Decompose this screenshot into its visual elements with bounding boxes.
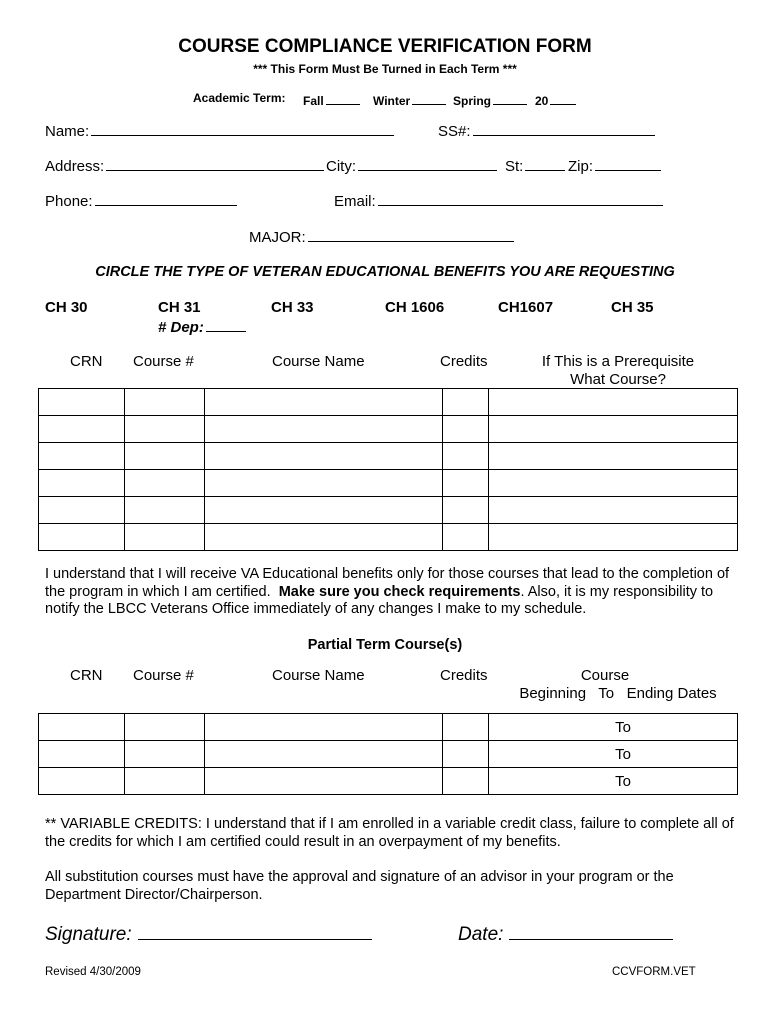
benefit-ch31[interactable]: CH 31 [158, 299, 201, 316]
course-num-cell[interactable] [125, 714, 205, 741]
city-field[interactable] [326, 157, 497, 175]
signature-label: Signature: [45, 924, 132, 945]
partial-row [39, 768, 738, 795]
course-row [39, 416, 738, 443]
course-table [38, 388, 738, 551]
term-year-label: 20 [535, 94, 549, 108]
phone-label: Phone: [45, 193, 93, 210]
partial-col-header-crn: CRN [70, 667, 103, 684]
crn-cell[interactable] [39, 524, 125, 551]
term-winter-label: Winter [373, 94, 411, 108]
state-field[interactable] [505, 157, 565, 175]
benefit-ch30[interactable]: CH 30 [45, 299, 88, 316]
form-subtitle: *** This Form Must Be Turned in Each Term *** [253, 62, 517, 76]
understand-text-1: I understand that I will receive VA Educational benefits only for those courses that lead to the completion of the program in which I am certified. [45, 566, 730, 600]
zip-field[interactable] [568, 157, 661, 175]
zip-label: Zip: [568, 158, 594, 175]
email-input-line[interactable] [378, 192, 663, 206]
course-name-cell[interactable] [205, 714, 443, 741]
col-header-crn: CRN [70, 353, 103, 370]
partial-term-heading: Partial Term Course(s) [307, 637, 463, 653]
course-name-cell[interactable] [205, 389, 443, 416]
course-num-cell[interactable] [125, 389, 205, 416]
crn-cell[interactable] [39, 416, 125, 443]
prereq-cell[interactable] [489, 443, 738, 470]
course-name-cell[interactable] [205, 524, 443, 551]
major-input-line[interactable] [308, 228, 514, 242]
credits-cell[interactable] [443, 389, 489, 416]
city-input-line[interactable] [358, 157, 497, 171]
term-spring-blank[interactable] [493, 91, 527, 105]
partial-col-header-dates-line1: Course [580, 667, 630, 684]
address-input-line[interactable] [106, 157, 324, 171]
state-label: St: [505, 158, 524, 175]
benefit-ch33[interactable]: CH 33 [271, 299, 314, 316]
col-header-course-num: Course # [133, 353, 194, 370]
course-num-cell[interactable] [125, 524, 205, 551]
dates-cell[interactable] [489, 741, 738, 768]
date-field[interactable] [458, 922, 673, 946]
term-fall-label: Fall [303, 94, 324, 108]
footer-form-code: CCVFORM.VET [612, 966, 696, 978]
dependents-field[interactable] [158, 318, 246, 336]
prereq-cell[interactable] [489, 497, 738, 524]
term-fall[interactable] [303, 91, 360, 108]
prereq-cell[interactable] [489, 389, 738, 416]
dependents-label: # Dep: [158, 319, 204, 336]
understand-text-2: . Also, it is my responsibility to notify the LBCC Veterans Office immediately of any changes I make to my schedule. [45, 583, 714, 617]
crn-cell[interactable] [39, 497, 125, 524]
ssn-field[interactable] [438, 122, 655, 140]
term-spring[interactable] [453, 91, 527, 108]
name-field[interactable] [45, 122, 394, 140]
understand-paragraph [45, 566, 735, 619]
zip-input-line[interactable] [595, 157, 661, 171]
prereq-cell[interactable] [489, 416, 738, 443]
dates-to-label: To [615, 718, 631, 736]
crn-cell[interactable] [39, 389, 125, 416]
course-num-cell[interactable] [125, 416, 205, 443]
date-label: Date: [458, 924, 504, 945]
date-input-line[interactable] [509, 922, 673, 940]
course-row [39, 497, 738, 524]
course-name-cell[interactable] [205, 443, 443, 470]
signature-field[interactable] [45, 922, 372, 946]
benefits-heading: CIRCLE THE TYPE OF VETERAN EDUCATIONAL BENEFITS YOU ARE REQUESTING [95, 264, 675, 280]
state-input-line[interactable] [525, 157, 565, 171]
credits-cell[interactable] [443, 524, 489, 551]
substitution-paragraph: All substitution courses must have the approval and signature of an advisor in your program or the Department Director/Chairperson. [45, 869, 674, 903]
name-label: Name: [45, 123, 90, 140]
partial-row [39, 714, 738, 741]
signature-input-line[interactable] [138, 922, 372, 940]
col-header-credits: Credits [440, 353, 488, 370]
city-label: City: [326, 158, 356, 175]
crn-cell[interactable] [39, 768, 125, 795]
course-num-cell[interactable] [125, 741, 205, 768]
course-name-cell[interactable] [205, 470, 443, 497]
address-label: Address: [45, 158, 105, 175]
dates-to-label: To [615, 745, 631, 763]
name-input-line[interactable] [91, 122, 394, 136]
dates-cell[interactable] [489, 714, 738, 741]
dependents-input-line[interactable] [206, 318, 246, 332]
prereq-cell[interactable] [489, 524, 738, 551]
course-num-cell[interactable] [125, 443, 205, 470]
credits-cell[interactable] [443, 470, 489, 497]
col-header-prereq-line1: If This is a Prerequisite [541, 353, 695, 370]
credits-cell[interactable] [443, 741, 489, 768]
course-row [39, 524, 738, 551]
email-label: Email: [334, 193, 376, 210]
credits-cell[interactable] [443, 497, 489, 524]
col-header-course-name: Course Name [272, 353, 365, 370]
course-name-cell[interactable] [205, 768, 443, 795]
footer-revised: Revised 4/30/2009 [45, 966, 141, 978]
term-winter-blank[interactable] [412, 91, 446, 105]
benefit-ch35[interactable]: CH 35 [611, 299, 654, 316]
ssn-input-line[interactable] [473, 122, 655, 136]
partial-row [39, 741, 738, 768]
understand-text-bold: Make sure you check requirements [278, 583, 521, 600]
term-fall-blank[interactable] [326, 91, 360, 105]
term-spring-label: Spring [453, 94, 491, 108]
term-winter[interactable] [373, 91, 446, 108]
course-num-cell[interactable] [125, 768, 205, 795]
form-title: COURSE COMPLIANCE VERIFICATION FORM [178, 36, 592, 57]
course-num-cell[interactable] [125, 497, 205, 524]
major-field[interactable] [249, 228, 514, 246]
term-year[interactable] [535, 91, 576, 108]
variable-credits-paragraph: ** VARIABLE CREDITS: I understand that if I am enrolled in a variable credit class, failure to complete all of the credits for which I am certified could result in an overpayment of my benefits. [45, 816, 734, 850]
course-name-cell[interactable] [205, 741, 443, 768]
partial-col-header-credits: Credits [440, 667, 488, 684]
crn-cell[interactable] [39, 443, 125, 470]
academic-term-label: Academic Term: [193, 91, 286, 105]
credits-cell[interactable] [443, 416, 489, 443]
credits-cell[interactable] [443, 714, 489, 741]
benefit-ch1607[interactable]: CH1607 [498, 299, 554, 316]
partial-col-header-course-name: Course Name [272, 667, 365, 684]
course-row [39, 470, 738, 497]
crn-cell[interactable] [39, 470, 125, 497]
phone-input-line[interactable] [95, 192, 237, 206]
partial-term-table [38, 713, 738, 795]
prereq-cell[interactable] [489, 470, 738, 497]
course-row [39, 443, 738, 470]
partial-col-header-course-num: Course # [133, 667, 194, 684]
course-name-cell[interactable] [205, 416, 443, 443]
ssn-label: SS#: [438, 123, 471, 140]
partial-col-header-dates-line2: Beginning To Ending Dates [519, 685, 717, 702]
course-row [39, 389, 738, 416]
credits-cell[interactable] [443, 443, 489, 470]
crn-cell[interactable] [39, 714, 125, 741]
col-header-prereq-line2: What Course? [570, 371, 666, 388]
email-field[interactable] [334, 192, 663, 210]
major-label: MAJOR: [249, 229, 306, 246]
address-field[interactable] [45, 157, 324, 175]
phone-field[interactable] [45, 192, 237, 210]
dates-cell[interactable] [489, 768, 738, 795]
benefit-ch1606[interactable]: CH 1606 [385, 299, 445, 316]
course-name-cell[interactable] [205, 497, 443, 524]
course-num-cell[interactable] [125, 470, 205, 497]
credits-cell[interactable] [443, 768, 489, 795]
crn-cell[interactable] [39, 741, 125, 768]
term-year-blank[interactable] [550, 91, 576, 105]
dates-to-label: To [615, 772, 631, 790]
